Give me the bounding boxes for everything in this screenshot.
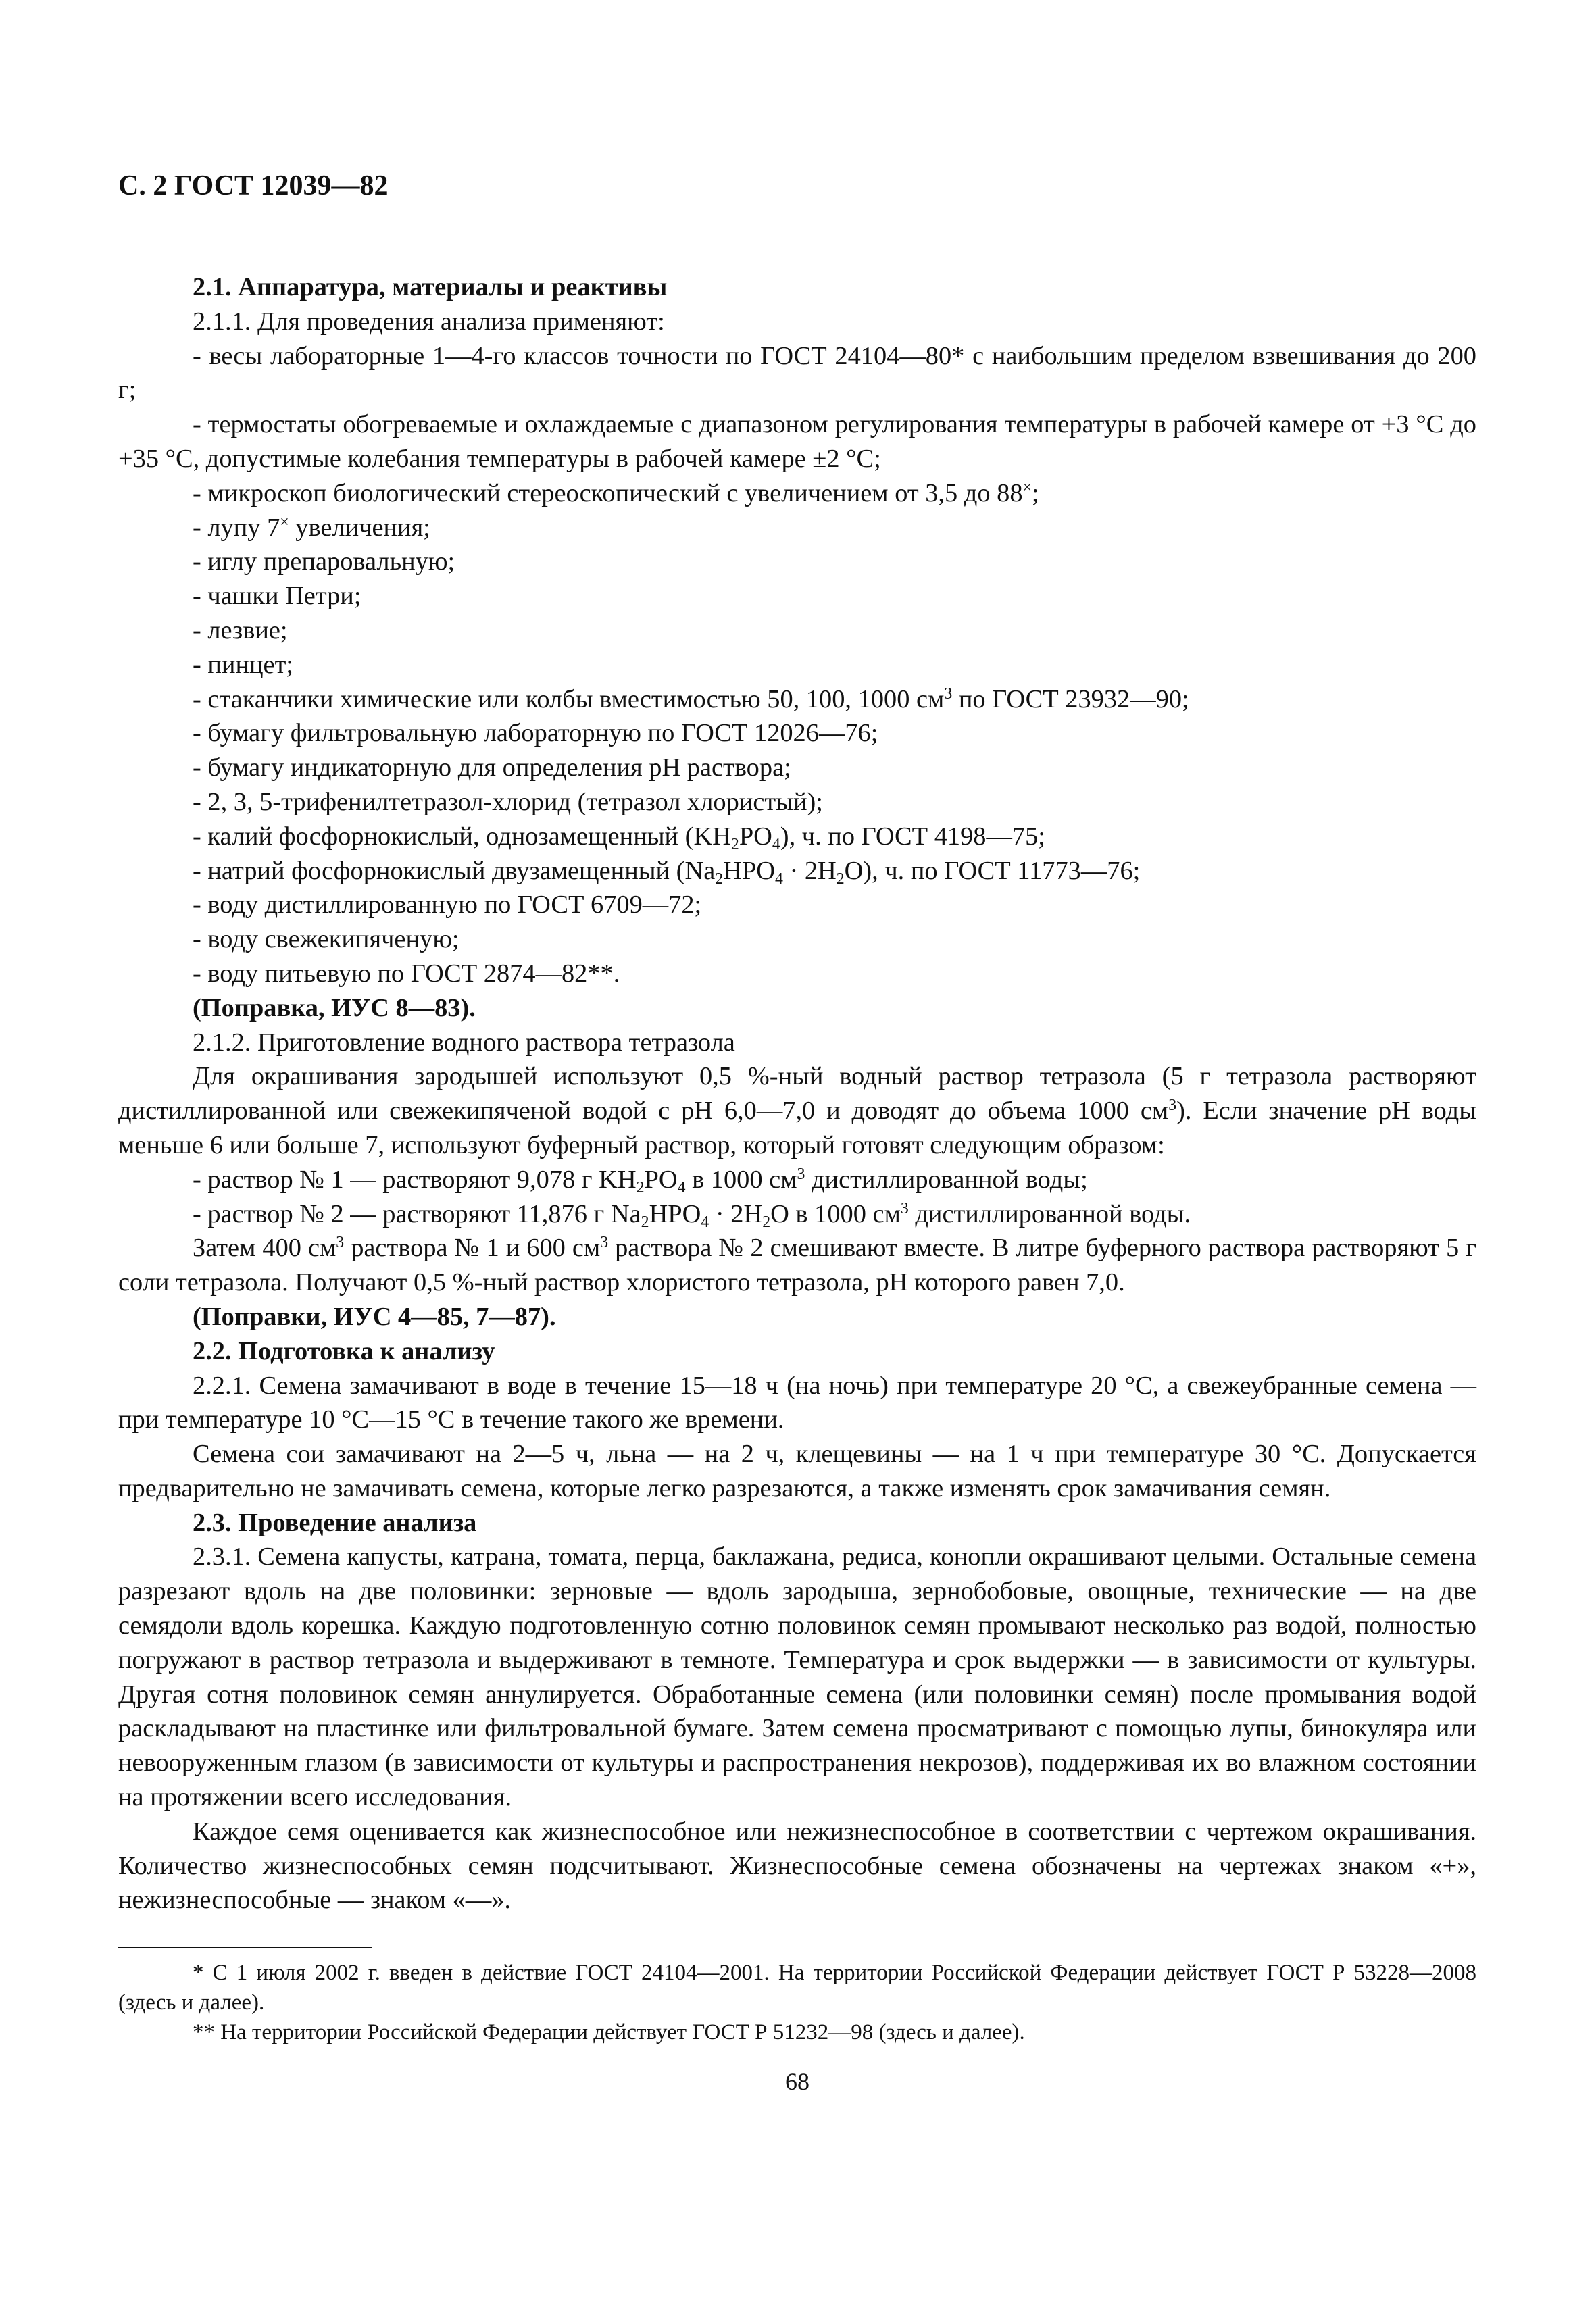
paragraph: Для окрашивания зародышей используют 0,5 %-ный водный раствор тетразола (5 г тетразола растворяют дистиллированной или свежекипяченой водой с pH 6,0—7,0 и доводят до объема 1000 $см^3$). Если значение pH воды меньше 6 или больше 7, используют буферный раствор, который готовят следующим образом: — [118, 1062, 1477, 1159]
list-item: - воду дистиллированную по ГОСТ 6709—72; — [193, 890, 702, 920]
list-item: - бумагу индикаторную для определения pH раствора; — [193, 753, 791, 782]
amendment-note: (Поправка, ИУС 8—83). — [193, 993, 476, 1022]
footnote-divider — [118, 1947, 372, 1948]
section-heading-2-3: 2.3. Проведение анализа — [193, 1508, 477, 1537]
footnotes — [118, 1958, 1476, 2047]
list-item: - чашки Петри; — [193, 582, 361, 611]
section-intro-2-1-1: 2.1.1. Для проведения анализа применяют: — [193, 307, 665, 336]
paragraph: Семена сои замачивают на 2—5 ч, льна — на 2 ч, клещевины — на 1 ч при температуре 30 °C. Допускается предварительно не замачивать семена, которые легко разрезаются, а также изменять срок замачивания семян. — [118, 1440, 1476, 1503]
footnote: ** На территории Российской Федерации действует ГОСТ Р 51232—98 (здесь и далее). — [193, 2020, 1025, 2045]
paragraph: Каждое семя оценивается как жизнеспособное или нежизнеспособное в соответствии с чертежом окрашивания. Количество жизнеспособных семян подсчитывают. Жизнеспособные семена обозначены на чертежах знаком «+», нежизнеспособные — знаком «—». — [118, 1817, 1476, 1915]
document-page — [118, 169, 1476, 2096]
list-item: - воду свежекипяченую; — [193, 925, 459, 954]
list-item: - калий фосфорнокислый, однозамещенный $(KH_2PO_4)$, ч. по ГОСТ 4198—75; — [193, 822, 1045, 853]
list-item: - натрий фосфорнокислый двузамещенный $(Na_2HPO_4 \cdot 2H_2O)$, ч. по ГОСТ 11773—76; — [193, 856, 1141, 888]
solution-2: - раствор № 2 — растворяют 11,876 г $Na_2HPO_4 \cdot 2H_2O$ в 1000 $см^3$ дистиллированной воды. — [193, 1199, 1191, 1231]
page-number: 68 — [785, 2068, 809, 2096]
list-item: - стаканчики химические или колбы вместимостью 50, 100, 1000 $см^3$ по ГОСТ 23932—90; — [193, 684, 1189, 713]
paragraph: Затем 400 $см^3$ раствора № 1 и 600 $см^3$ раствора № 2 смешивают вместе. В литре буферного раствора растворяют 5 г соли тетразола. Получают 0,5 %-ный раствор хлористого тетразола, pH которого равен 7,0. — [118, 1234, 1476, 1297]
solution-1: - раствор № 1 — растворяют 9,078 г $KH_2PO_4$ в 1000 $см^3$ дистиллированной воды; — [193, 1165, 1088, 1197]
list-item: - термостаты обогреваемые и охлаждаемые с диапазоном регулирования температуры в рабочей камере от +3 °C до +35 °C, допустимые колебания температуры в рабочей камере ±2 °C; — [118, 410, 1476, 473]
paragraph: 2.2.1. Семена замачивают в воде в течение 15—18 ч (на ночь) при температуре 20 °C, а свежеубранные семена — при температуре 10 °C—15 °C в течение такого же времени. — [118, 1371, 1476, 1434]
list-item: - пинцет; — [193, 650, 294, 679]
amendment-note: (Поправки, ИУС 4—85, 7—87). — [193, 1302, 556, 1331]
list-item: - 2, 3, 5-трифенилтетразол-хлорид (тетразол хлористый); — [193, 787, 823, 816]
document-body — [118, 270, 1476, 1917]
list-item: - лезвие; — [193, 615, 288, 645]
section-heading-2-2: 2.2. Подготовка к анализу — [193, 1336, 495, 1365]
footnote: * С 1 июля 2002 г. введен в действие ГОСТ 24104—2001. На территории Российской Федерации действует ГОСТ Р 53228—2008 (здесь и далее). — [118, 1961, 1476, 2015]
section-heading-2-1-2: 2.1.2. Приготовление водного раствора тетразола — [193, 1028, 735, 1057]
list-item: - весы лабораторные 1—4-го классов точности по ГОСТ 24104—80* с наибольшим пределом взвешивания до 200 г; — [118, 341, 1476, 405]
list-item: - микроскоп биологический стереоскопический с увеличением от 3,5 до 88×; — [193, 478, 1039, 507]
list-item: - бумагу фильтровальную лабораторную по ГОСТ 12026—76; — [193, 719, 878, 748]
list-item: - воду питьевую по ГОСТ 2874—82**. — [193, 959, 620, 988]
section-heading-2-1: 2.1. Аппаратура, материалы и реактивы — [193, 273, 668, 301]
list-item: - лупу 7× увеличения; — [193, 513, 430, 542]
list-item: - иглу препаровальную; — [193, 547, 455, 576]
page-header: С. 2 ГОСТ 12039—82 — [118, 170, 389, 201]
paragraph: 2.3.1. Семена капусты, катрана, томата, перца, баклажана, редиса, конопли окрашивают целыми. Остальные семена разрезают вдоль на две половинки: зерновые — вдоль зародыша, зернобобовые, овощные, технические — на две семядоли вдоль корешка. Каждую подготовленную сотню половинок семян промывают несколько раз водой, полностью погружают в раствор тетразола и выдерживают в темноте. Температура и срок выдержки — в зависимости от культуры. Другая сотня половинок семян аннулируется. Обработанные семена (или половинки семян) после промывания водой раскладывают на пластинке или фильтровальной бумаге. Затем семена просматривают с помощью лупы, бинокуляра или невооруженным глазом (в зависимости от культуры и распространения некрозов), поддерживая их во влажном состоянии на протяжении всего исследования. — [118, 1542, 1476, 1812]
